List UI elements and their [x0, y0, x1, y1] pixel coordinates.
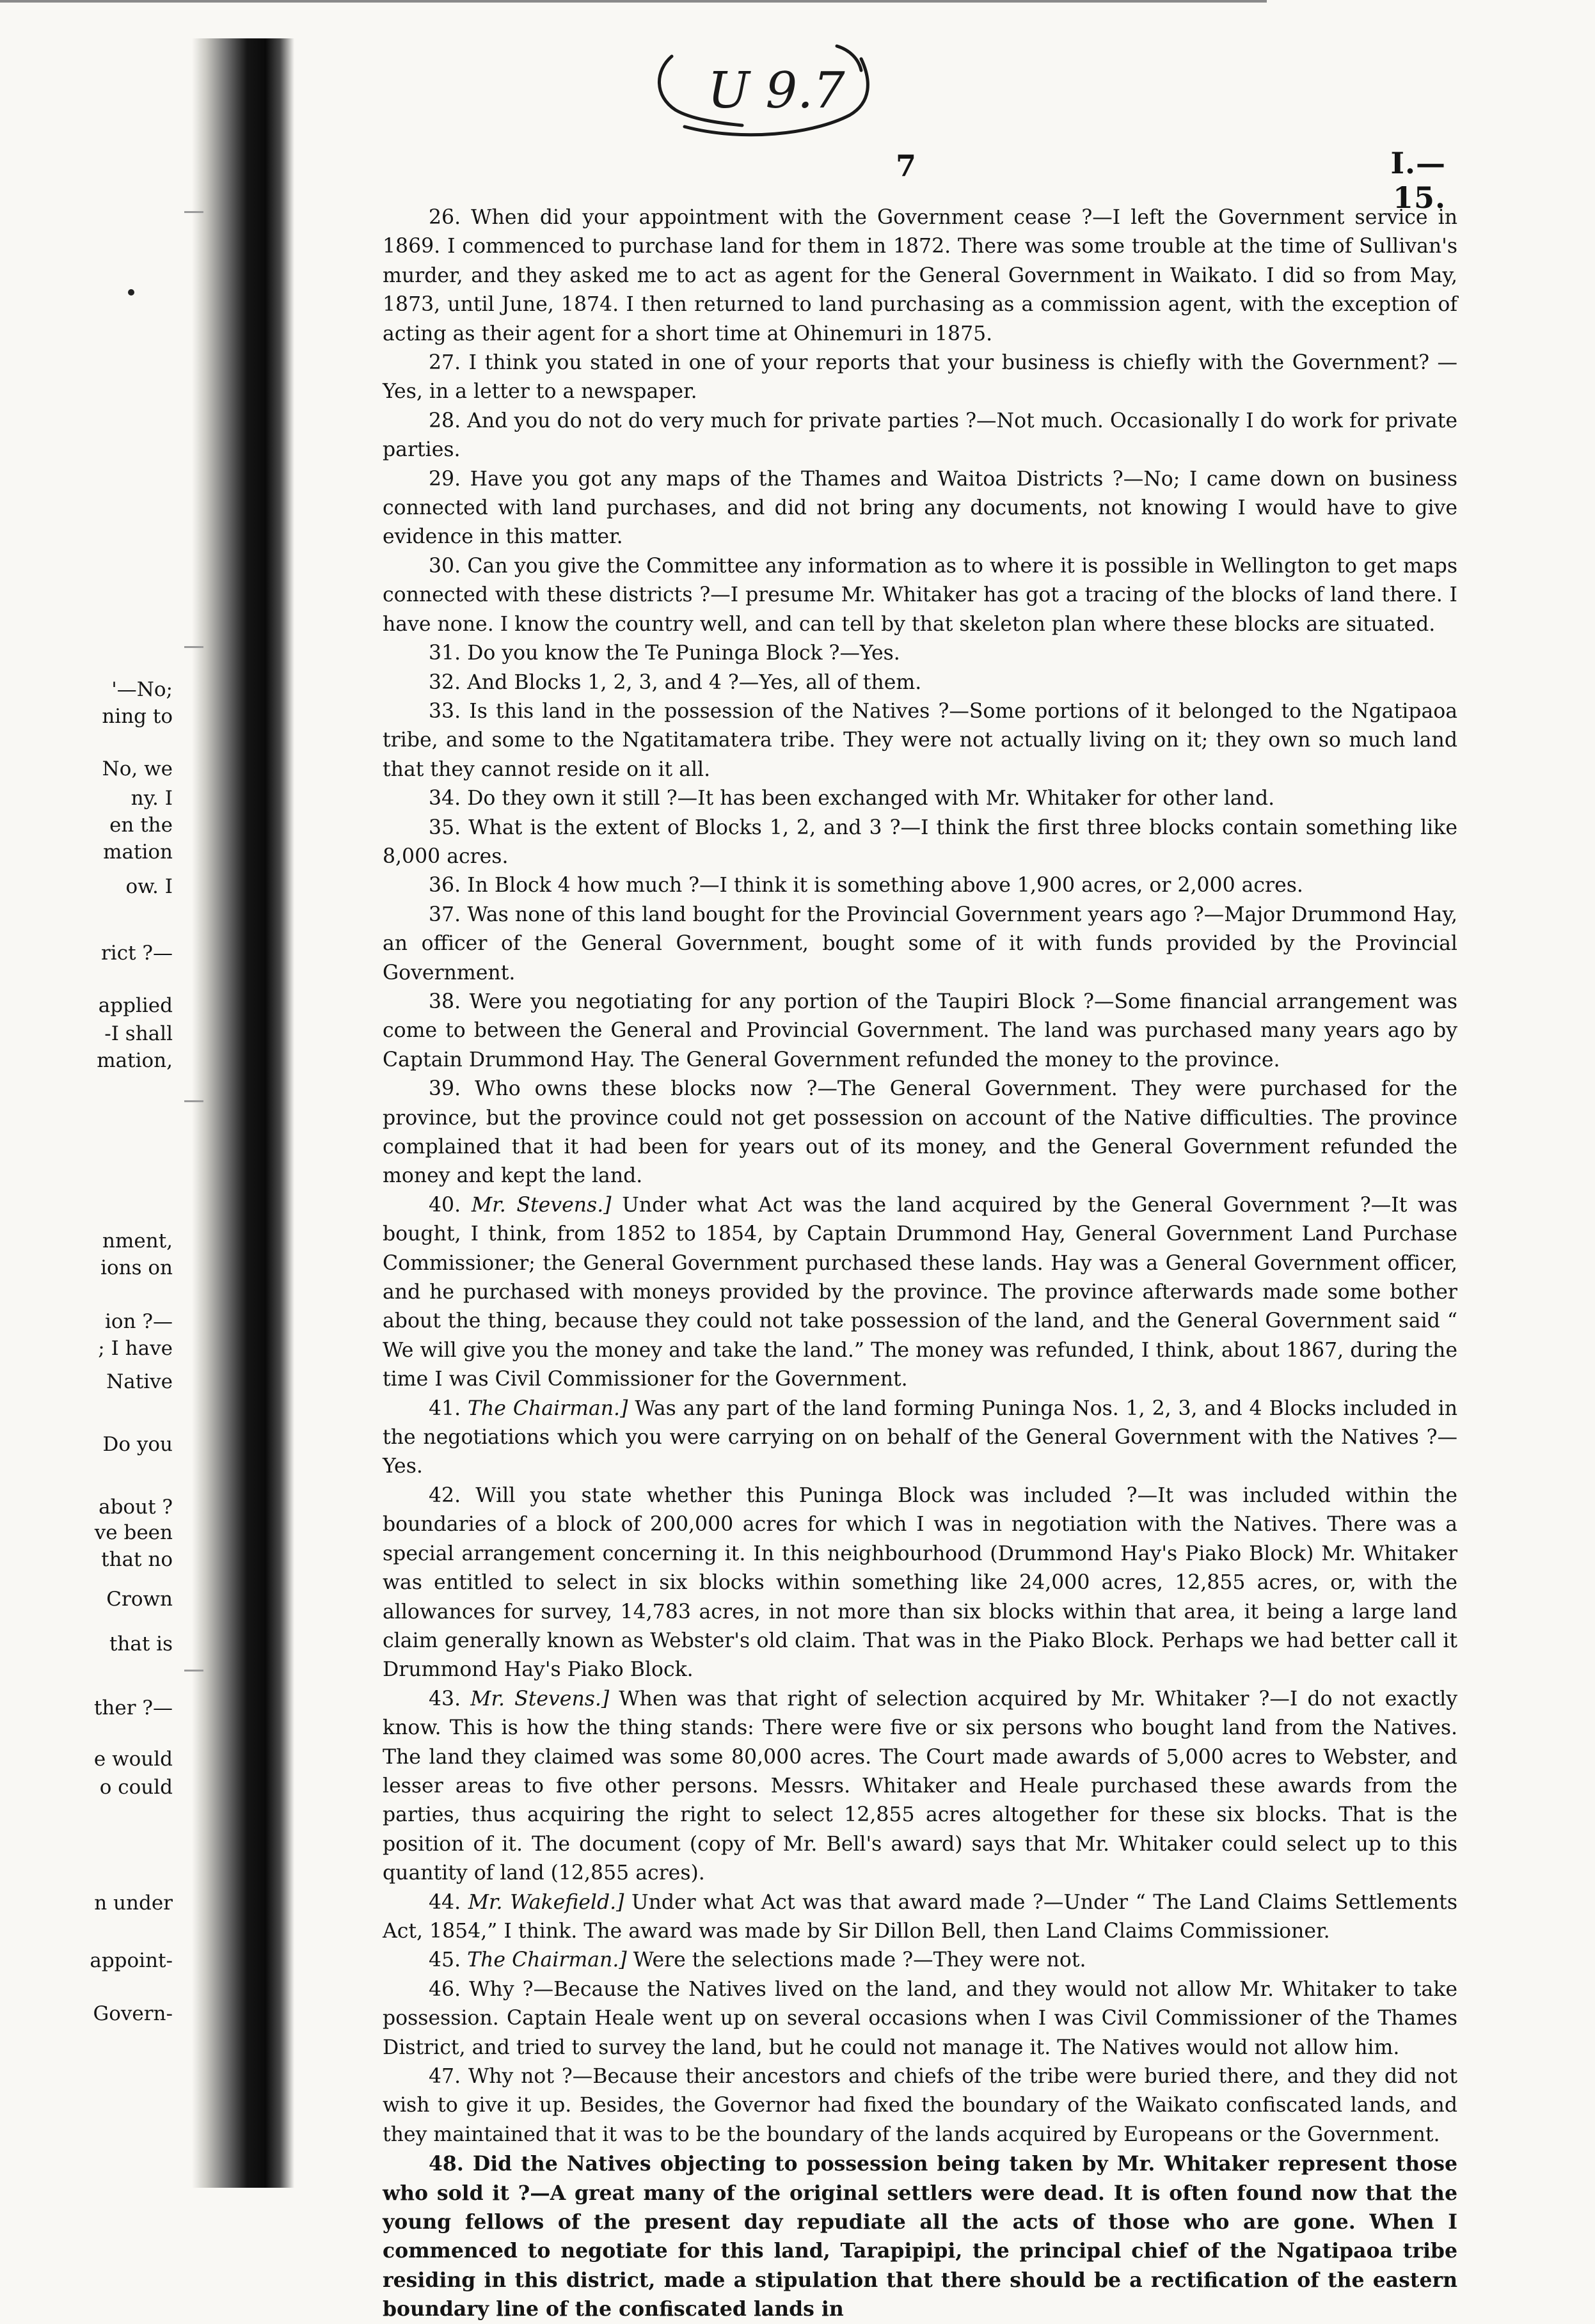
margin-fragment: ve been	[94, 1521, 173, 1544]
stray-ink-mark	[128, 289, 134, 296]
margin-fragment: e would	[93, 1748, 173, 1771]
binding-speck	[184, 1670, 203, 1672]
margin-fragment: mation	[103, 841, 173, 864]
question-number: 40.	[429, 1193, 461, 1217]
evidence-paragraph: 26. When did your appointment with the Government cease ?—I left the Government service in 1869. I commenced to purchase land for them in 1872. There was some trouble at the time of Sullivan's murder, and they asked me to act as agent for the General Government in Waikato. I did so from May, 1873, until June, 1874. I then returned to land purchasing as a commission agent, with the exception of acting as their agent for a short time at Ohinemuri in 1875.	[383, 206, 1457, 345]
question-number: 43.	[429, 1687, 461, 1711]
speaker-name: Mr. Stevens.]	[471, 1193, 612, 1217]
margin-fragment: o could	[99, 1776, 173, 1799]
binding-speck	[184, 1100, 203, 1102]
binding-speck	[184, 211, 203, 213]
evidence-column	[383, 203, 1457, 2324]
evidence-paragraph: 30. Can you give the Committee any information as to where it is possible in Wellington to get maps connected with these districts ?—I presume Mr. Whitaker has got a tracing of the blocks of land there. I have none. I know the country well, and can tell by that skeleton plan where these blocks are situated.	[383, 554, 1457, 636]
question-number: 45.	[429, 1949, 461, 1972]
evidence-paragraph: 33. Is this land in the possession of the Natives ?—Some portions of it belonged to the Ngatipaoa tribe, and some to the Ngatitamatera tribe. They were not actually living on it; they own so much land that they cannot reside on it all.	[383, 699, 1457, 781]
speaker-name: The Chairman.]	[468, 1396, 628, 1420]
evidence-paragraph: 31. Do you know the Te Puninga Block ?—Yes.	[429, 642, 900, 665]
evidence-paragraph: 27. I think you stated in one of your reports that your business is chiefly with the Government? —Yes, in a letter to a newspaper.	[383, 351, 1457, 404]
evidence-paragraph-with-speaker	[383, 1685, 1457, 1888]
margin-fragment: applied	[98, 994, 173, 1017]
margin-fragment: Crown	[106, 1588, 173, 1611]
speaker-name: The Chairman.]	[467, 1949, 627, 1972]
evidence-text: Under what Act was that award made ?—Under “ The Land Claims Settlements Act, 1854,” I think. The award was made by Sir Dillon Bell, then Land Claims Commissioner.	[383, 1890, 1458, 1943]
parliamentary-paper-number: I.—15.	[1390, 146, 1446, 215]
binding-speck	[184, 646, 203, 648]
margin-fragment: that no	[101, 1548, 173, 1571]
evidence-paragraph-with-speaker	[383, 1395, 1457, 1482]
speaker-name: Mr. Stevens.]	[470, 1687, 610, 1711]
margin-fragment: '—No;	[111, 678, 173, 701]
evidence-paragraph-with-speaker	[383, 1946, 1457, 1975]
question-number: 44.	[429, 1890, 461, 1914]
evidence-text: Were the selections made ?—They were not.	[626, 1949, 1086, 1972]
evidence-paragraph: 47. Why not ?—Because their ancestors and chiefs of the tribe were buried there, and they did not wish to give it up. Besides, the Governor had fixed the boundary of the Waikato confiscated lands, and they maintained that it was to be the boundary of the lands acquired by Europeans or the Government.	[383, 2065, 1457, 2146]
evidence-paragraph: 38. Were you negotiating for any portion of the Taupiri Block ?—Some financial arrangement was come to between the General and Provincial Government. The land was purchased many years ago by Captain Drummond Hay. The General Government refunded the money to the province.	[383, 990, 1457, 1071]
margin-fragment: nment,	[102, 1229, 173, 1253]
margin-fragment: about ?	[99, 1496, 173, 1519]
page-top-rule	[0, 0, 1267, 3]
binding-shadow	[192, 38, 294, 2188]
evidence-paragraph: 46. Why ?—Because the Natives lived on the land, and they would not allow Mr. Whitaker to take possession. Captain Heale went up on several occasions when I was Civil Commissioner of the Thames District, and tried to survey the land, but he could not manage it. The Natives would not allow him.	[383, 1977, 1457, 2059]
margin-fragment: mation,	[97, 1049, 173, 1072]
margin-fragment: ions on	[100, 1256, 173, 1279]
margin-fragment: No, we	[102, 757, 173, 780]
evidence-paragraph: 28. And you do not do very much for private parties ?—Not much. Occasionally I do work for private parties.	[383, 409, 1457, 462]
margin-fragment: ; I have	[98, 1337, 173, 1360]
evidence-paragraph: 32. And Blocks 1, 2, 3, and 4 ?—Yes, all of them.	[429, 670, 922, 694]
previous-page-margin	[0, 0, 173, 2236]
margin-fragment: en the	[109, 814, 173, 837]
margin-fragment: ow. I	[125, 875, 173, 898]
margin-fragment: that is	[109, 1632, 173, 1656]
margin-fragment: ther ?—	[93, 1696, 173, 1719]
margin-fragment: n under	[94, 1892, 173, 1915]
margin-fragment: ning to	[102, 705, 173, 728]
evidence-paragraph: 42. Will you state whether this Puninga Block was included ?—It was included within the boundaries of a block of 200,000 acres for which I was in negotiation with the Natives. There was a special arrangement concerning it. In this neighbourhood (Drummond Hay's Piako Block) Mr. Whitaker was entitled to select in six blocks within something like 24,000 acres, 12,855 acres, or, with the allowances for survey, 14,783 acres, in not more than six blocks within that area, it being a large land claim generally known as Webster's old claim. That was in the Piako Block. Perhaps we had better call it Drummond Hay's Piako Block.	[383, 1483, 1457, 1682]
evidence-paragraph: 29. Have you got any maps of the Thames and Waitoa Districts ?—No; I came down on business connected with land purchases, and did not bring any documents, not knowing I would have to give evidence in this matter.	[383, 467, 1457, 549]
evidence-paragraph-with-speaker	[383, 1191, 1457, 1395]
evidence-paragraph: 36. In Block 4 how much ?—I think it is something above 1,900 acres, or 2,000 acres.	[429, 874, 1303, 897]
evidence-paragraph-with-speaker	[383, 1888, 1457, 1947]
margin-fragment: Native	[106, 1370, 173, 1393]
evidence-text: Was any part of the land forming Puninga Nos. 1, 2, 3, and 4 Blocks included in the negotiations which you were carrying on on behalf of the General Government with the Natives ?—Yes.	[383, 1396, 1457, 1478]
evidence-paragraph: 34. Do they own it still ?—It has been exchanged with Mr. Whitaker for other land.	[429, 787, 1275, 810]
margin-fragment: Do you	[102, 1433, 173, 1456]
evidence-paragraph: 35. What is the extent of Blocks 1, 2, and 3 ?—I think the first three blocks contain something like 8,000 acres.	[383, 816, 1457, 868]
margin-fragment: -I shall	[104, 1022, 173, 1045]
margin-fragment: appoint-	[90, 1949, 173, 1972]
evidence-text: Under what Act was the land acquired by the General Government ?—It was bought, I think, from 1852 to 1854, by Captain Drummond Hay, General Government Land Purchase Commissioner; the General Government purchased these lands. Hay was a General Government officer, and he purchased with moneys provided by the province. The province afterwards made some bother about the thing, because they could not take possession of the land, and the General Government said “ We will give you the money and take the land.” The money was refunded, I think, about 1867, during the time I was Civil Commissioner for the Government.	[383, 1193, 1457, 1391]
margin-fragment: ion ?—	[104, 1310, 173, 1333]
evidence-paragraph: 39. Who owns these blocks now ?—The General Government. They were purchased for the province, but the province could not get possession on account of the Native difficulties. The province complained that it had been for years out of its money, and the General Government refunded the money and kept the land.	[383, 1077, 1457, 1188]
margin-fragment: Govern-	[93, 2002, 173, 2025]
margin-fragment: rict ?—	[100, 942, 173, 965]
margin-fragment: ny. I	[131, 787, 173, 810]
evidence-paragraph: 48. Did the Natives objecting to possession being taken by Mr. Whitaker represent those who sold it ?—A great many of the original settlers were dead. It is often found now that the young fellows of the present day repudiate all the acts of those who are gone. When I commenced to negotiate for this land, Tarapipipi, the principal chief of the Ngatipaoa tribe residing in this district, made a stipulation that there should be a rectification of the eastern boundary line of the confiscated lands in	[383, 2152, 1457, 2321]
handwritten-reference-text: U 9.7	[708, 62, 845, 120]
evidence-text: When was that right of selection acquired by Mr. Whitaker ?—I do not exactly know. This is how the thing stands: There were five or six persons who bought land from the Natives. The land they claimed was some 80,000 acres. The Court made awards of 5,000 acres to Webster, and lesser areas to five other persons. Messrs. Whitaker and Heale purchased these awards from the parties, thus acquiring the right to select 12,855 acres altogether for these six blocks. That is the position of it. The document (copy of Mr. Bell's award) says that Mr. Whitaker could select up to this quantity of land (12,855 acres).	[383, 1687, 1457, 1885]
evidence-paragraph: 37. Was none of this land bought for the Provincial Government years ago ?—Major Drummond Hay, an officer of the General Government, bought some of it with funds provided by the Provincial Government.	[383, 903, 1457, 984]
question-number: 41.	[429, 1396, 461, 1420]
handwritten-reference-note	[646, 26, 896, 160]
speaker-name: Mr. Wakefield.]	[468, 1890, 624, 1914]
page-number: 7	[896, 148, 917, 183]
